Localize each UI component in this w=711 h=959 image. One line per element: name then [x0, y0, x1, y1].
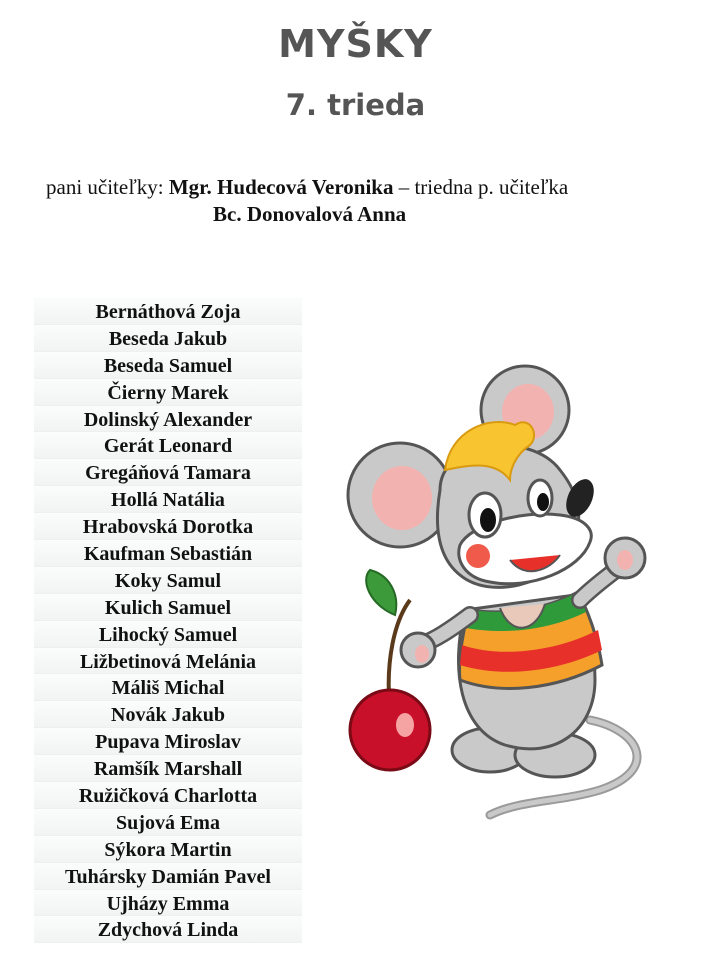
- teachers-line: [46, 172, 568, 202]
- list-item: Koky Samul: [34, 567, 302, 594]
- second-teacher: Bc. Donovalová Anna: [213, 202, 407, 226]
- list-item: Beseda Jakub: [34, 325, 302, 352]
- list-item: Bernáthová Zoja: [34, 298, 302, 325]
- list-item: Beseda Samuel: [34, 352, 302, 379]
- list-item: Tuhársky Damián Pavel: [34, 863, 302, 890]
- student-list: [34, 298, 302, 943]
- list-item: Hollá Natália: [34, 486, 302, 513]
- list-item: Kaufman Sebastián: [34, 540, 302, 567]
- class-subtitle: 7. trieda: [285, 88, 426, 122]
- list-item: Dolinský Alexander: [34, 406, 302, 433]
- list-item: Čierny Marek: [34, 379, 302, 406]
- teachers-suffix: – triedna p. učiteľka: [393, 175, 569, 199]
- list-item: Ližbetinová Melánia: [34, 648, 302, 675]
- list-item: Ujházy Emma: [34, 890, 302, 917]
- teachers-prefix: pani učiteľky:: [46, 175, 169, 199]
- list-item: Sujová Ema: [34, 809, 302, 836]
- page-title: MYŠKY: [278, 22, 433, 66]
- list-item: Ružičková Charlotta: [34, 782, 302, 809]
- list-item: Zdychová Linda: [34, 916, 302, 943]
- list-item: Novák Jakub: [34, 701, 302, 728]
- list-item: Gregáňová Tamara: [34, 459, 302, 486]
- list-item: Sýkora Martin: [34, 836, 302, 863]
- list-item: Máliš Michal: [34, 674, 302, 701]
- list-item: Hrabovská Dorotka: [34, 513, 302, 540]
- main-teacher: Mgr. Hudecová Veronika: [168, 175, 394, 199]
- list-item: Gerát Leonard: [34, 432, 302, 459]
- list-item: Ramšík Marshall: [34, 755, 302, 782]
- list-item: Lihocký Samuel: [34, 621, 302, 648]
- list-item: Pupava Miroslav: [34, 728, 302, 755]
- mouse-with-cherry-illustration: [340, 360, 670, 820]
- list-item: Kulich Samuel: [34, 594, 302, 621]
